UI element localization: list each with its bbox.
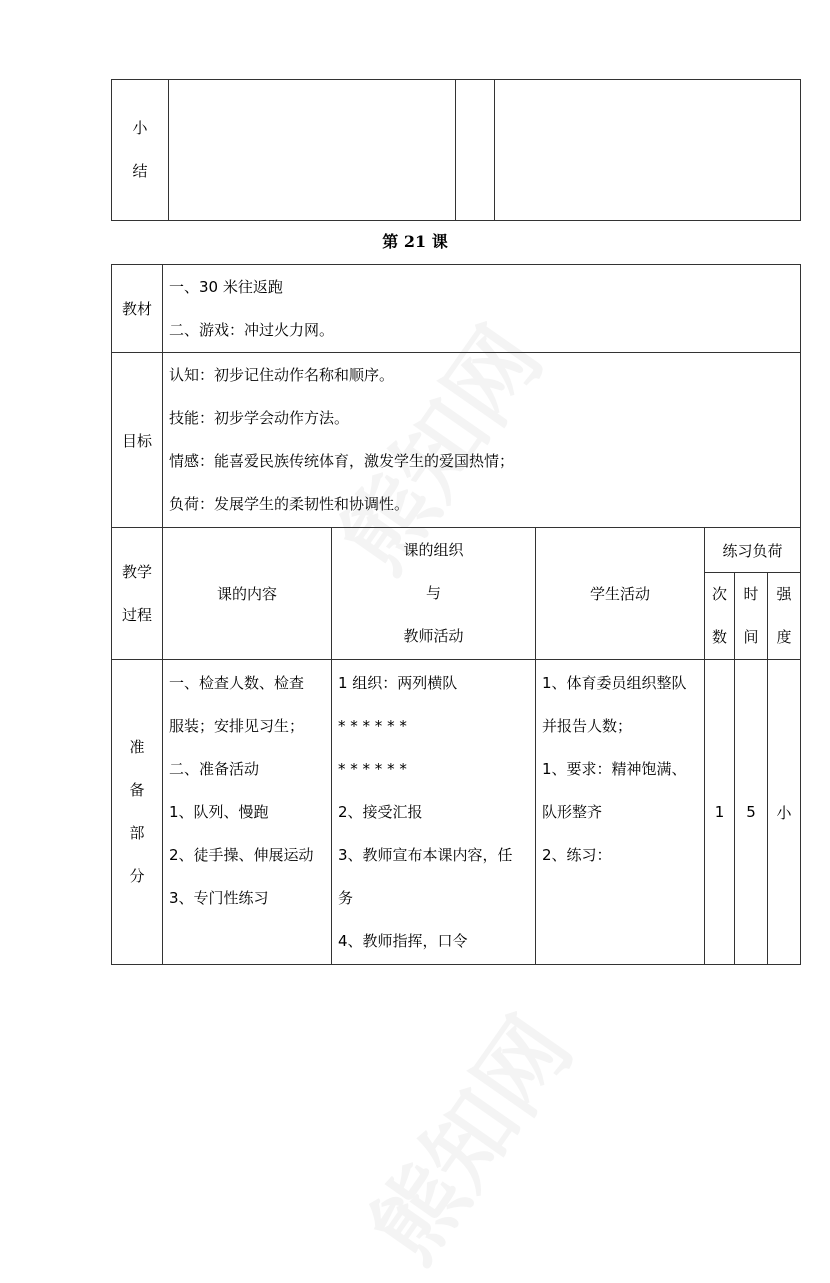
goals-content: 认知：初步记住动作名称和顺序。 技能：初步学会动作方法。 情感：能喜爱民族传统体育，激发学生的爱国热情； 负荷：发展学生的柔韧性和协调性。 bbox=[163, 353, 801, 528]
lesson-title: 第 21 课 bbox=[382, 232, 448, 251]
prep-teacher-activity: 1 组织：两列横队 * * * * * * * * * * * * 2、接受汇报 3、教师宣布本课内容，任 务 4、教师指挥，口令 bbox=[332, 660, 536, 965]
summary-table bbox=[111, 79, 801, 221]
prep-student-activity: 1、体育委员组织整队 并报告人数； 1、要求：精神饱满、 队形整齐 2、练习： bbox=[536, 660, 705, 965]
content-header: 课的内容 bbox=[163, 528, 332, 660]
summary-content-cell bbox=[169, 80, 456, 221]
lesson-table bbox=[111, 264, 801, 965]
time-header: 时 间 bbox=[735, 573, 768, 660]
prep-time: 5 bbox=[735, 660, 768, 965]
prep-section-label: 准 备 部 分 bbox=[112, 660, 163, 965]
prep-count: 1 bbox=[705, 660, 735, 965]
summary-label: 小 结 bbox=[112, 80, 169, 221]
summary-narrow-cell bbox=[456, 80, 495, 221]
count-header: 次 数 bbox=[705, 573, 735, 660]
materials-content: 一、30 米往返跑 二、游戏：冲过火力网。 bbox=[163, 265, 801, 353]
intensity-header: 强 度 bbox=[768, 573, 801, 660]
prep-content: 一、检查人数、检查 服装；安排见习生； 二、准备活动 1、队列、慢跑 2、徒手操、伸展运动 3、专门性练习 bbox=[163, 660, 332, 965]
exercise-load-header: 练习负荷 bbox=[705, 528, 801, 573]
process-label: 教学 过程 bbox=[112, 528, 163, 660]
materials-label: 教材 bbox=[112, 265, 163, 353]
prep-intensity: 小 bbox=[768, 660, 801, 965]
student-activity-header: 学生活动 bbox=[536, 528, 705, 660]
organization-header: 课的组织 与 教师活动 bbox=[332, 528, 536, 660]
summary-notes-cell bbox=[495, 80, 801, 221]
goals-label: 目标 bbox=[112, 353, 163, 528]
watermark-bottom bbox=[334, 987, 595, 1283]
